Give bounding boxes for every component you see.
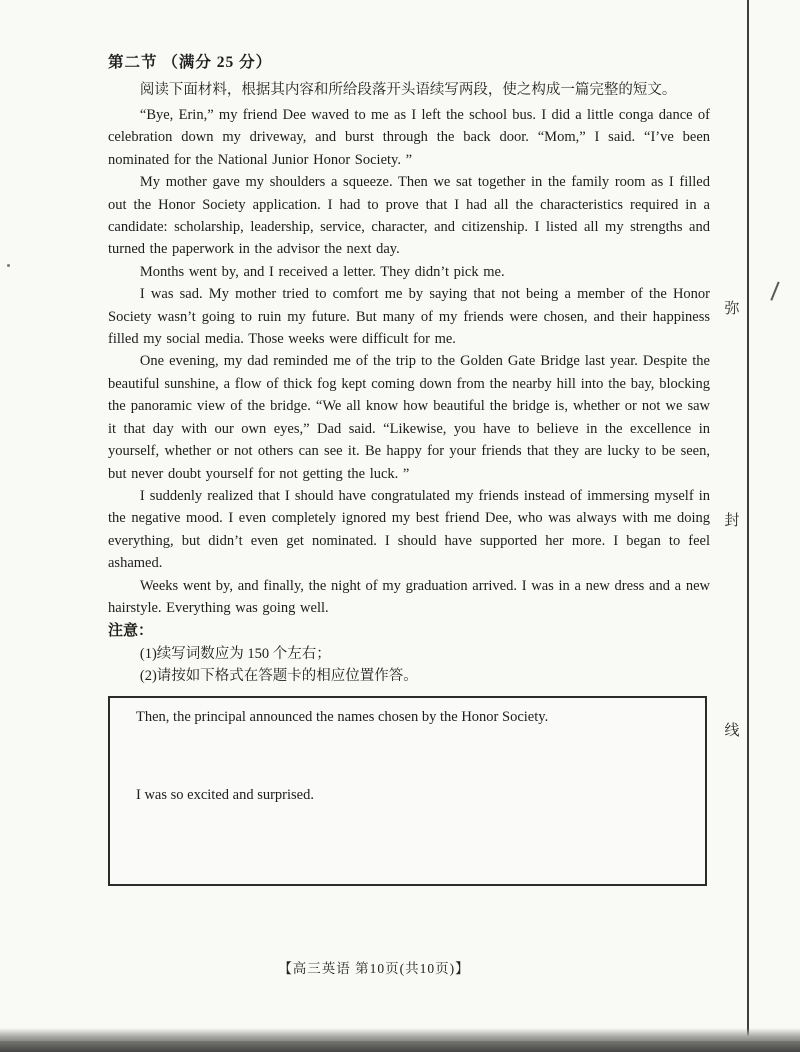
pen-mark-artifact xyxy=(770,281,779,300)
answer-box xyxy=(108,696,707,886)
scan-edge-dark xyxy=(0,1041,800,1052)
section-title: 第二节 （满分 25 分） xyxy=(108,54,273,71)
seal-line xyxy=(747,0,749,1052)
reading-paragraph: I suddenly realized that I should have congratulated my friends instead of immersing myself in the negative mood. I even completely ignored my best friend Dee, who was always with me doing everything, but didn’t even get nominated. I should have supported her more. I began to feel ashamed. xyxy=(108,487,710,572)
reading-paragraph: One evening, my dad reminded me of the trip to the Golden Gate Bridge last year. Despite the beautiful sunshine, a flow of thick fog kept coming down from the nearby hill into the bay, blocking the panoramic view of the bridge. “We all know how beautiful the bridge is, whether or not we saw it that day with our own eyes,” Dad said. “Likewise, you have to believe in the excellence in yourself, whether or not others can see it. Be happy for your friends that they are lucky to be seen, but never doubt yourself for not getting the luck. ” xyxy=(108,353,710,482)
reading-paragraph: I was sad. My mother tried to comfort me by saying that not being a member of the Honor Society wasn’t going to ruin my future. But many of my friends were chosen, and their happiness filled my social media. Those weeks were difficult for me. xyxy=(108,286,710,348)
answer-prompt-1: Then, the principal announced the names chosen by the Honor Society. xyxy=(136,708,549,725)
page-footer: 【高三英语 第10页(共10页)】 xyxy=(278,961,470,976)
answer-prompt-2: I was so excited and surprised. xyxy=(136,786,314,803)
page-content xyxy=(108,50,710,886)
note-item: (2)请按如下格式在答题卡的相应位置作答。 xyxy=(139,668,418,685)
seal-char-mi: 弥 xyxy=(724,301,740,317)
scan-dot-artifact xyxy=(7,264,10,267)
note-item: (1)续写词数应为 150 个左右； xyxy=(139,645,331,662)
reading-paragraph: “Bye, Erin,” my friend Dee waved to me as I left the school bus. I did a little conga dance of celebration down my driveway, and burst through the back door. “Mom,” I said. “I’ve been nominated for the National Junior Honor Society. ” xyxy=(108,107,710,168)
instruction-text: 阅读下面材料，根据其内容和所给段落开头语续写两段，使之构成一篇完整的短文。 xyxy=(139,82,677,98)
reading-paragraph: Months went by, and I received a letter. They didn’t pick me. xyxy=(139,263,505,280)
seal-char-feng: 封 xyxy=(724,513,740,529)
reading-paragraph: My mother gave my shoulders a squeeze. Then we sat together in the family room as I filled out the Honor Society application. I had to prove that I had all the characteristics required in a candidate: scholarship, leadership, service, character, and citizenship. I listed all my strengths and turned the paperwork in the advisor the next day. xyxy=(108,174,710,258)
reading-paragraph: Weeks went by, and finally, the night of my graduation arrived. I was in a new dress and a new hairstyle. Everything was going well. xyxy=(108,577,710,616)
seal-char-xian: 线 xyxy=(724,723,740,739)
notes-label: 注意： xyxy=(108,623,154,640)
